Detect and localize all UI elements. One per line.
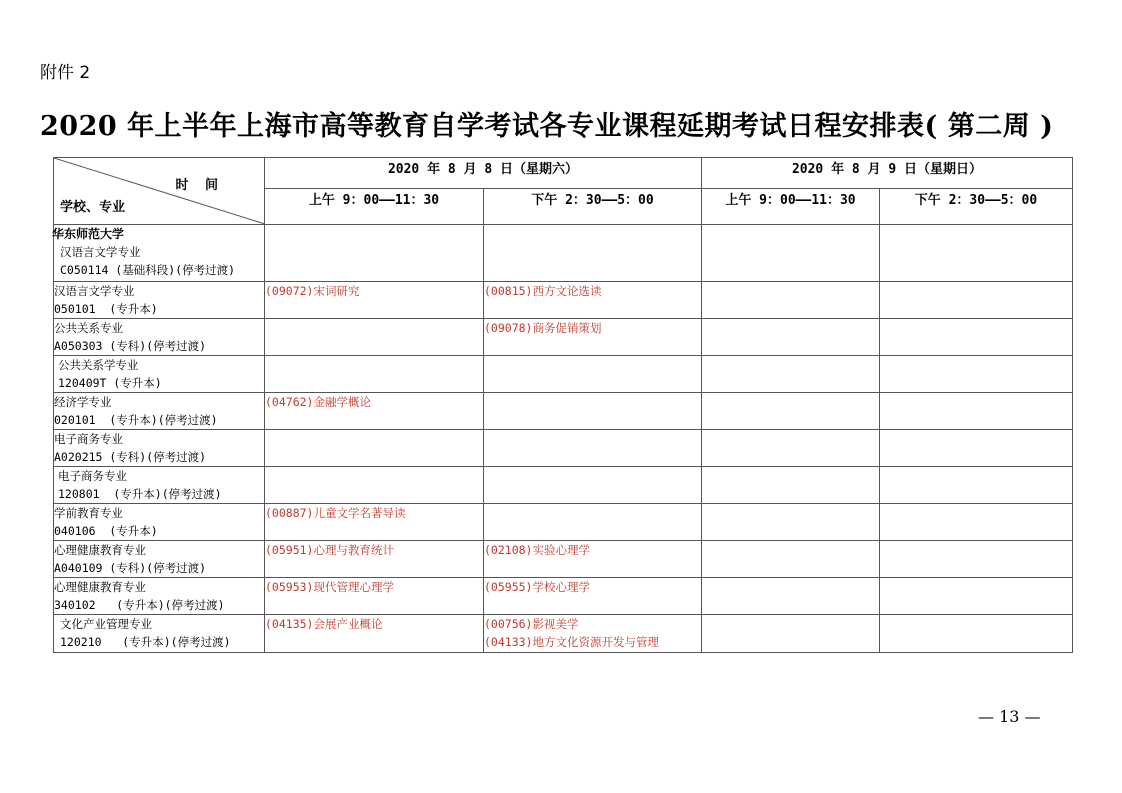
- course-cell-sat-am: [265, 615, 484, 653]
- date-header-sun: 2020 年 8 月 9 日（星期日）: [702, 158, 1073, 189]
- course-cell-sat-am: [265, 578, 484, 615]
- course-cell-sat-pm: [484, 356, 702, 393]
- course-cell-sun-am: [702, 225, 880, 282]
- course-cell-sat-am: [265, 225, 484, 282]
- major-cell: [54, 615, 265, 653]
- major-code: A020215 (专科)(停考过渡): [54, 450, 207, 464]
- slot-header-sun-pm: 下午 2：30——5：00: [880, 189, 1073, 225]
- major-name: 公共关系学专业: [58, 358, 139, 372]
- major-name: 文化产业管理专业: [60, 617, 152, 631]
- course-cell-sun-pm: [880, 615, 1073, 653]
- major-name: 公共关系专业: [54, 321, 123, 335]
- course-cell-sun-pm: [880, 225, 1073, 282]
- major-cell: [54, 282, 265, 319]
- course-cell-sat-pm: [484, 615, 702, 653]
- course-cell-sat-am: [265, 393, 484, 430]
- course-cell-sat-am: [265, 430, 484, 467]
- major-name: 电子商务专业: [54, 432, 123, 446]
- major-code: 050101 (专升本): [54, 302, 158, 316]
- course-cell-sun-am: [702, 430, 880, 467]
- course-cell-sat-pm: [484, 393, 702, 430]
- course-cell-sun-am: [702, 282, 880, 319]
- course-entry: (00756)影视美学: [484, 617, 579, 631]
- slot-header-sat-am: 上午 9：00——11：30: [265, 189, 484, 225]
- course-cell-sat-am: [265, 319, 484, 356]
- course-cell-sun-am: [702, 393, 880, 430]
- university-name: 华东师范大学: [52, 227, 125, 241]
- table-row: [54, 541, 1073, 578]
- major-name: 学前教育专业: [54, 506, 123, 520]
- major-cell: [54, 541, 265, 578]
- course-cell-sun-am: [702, 319, 880, 356]
- major-cell: [54, 393, 265, 430]
- table-row: [54, 282, 1073, 319]
- course-cell-sun-am: [702, 541, 880, 578]
- course-cell-sat-am: [265, 541, 484, 578]
- header-time-label: 时 间: [175, 178, 224, 193]
- major-code: 120210 (专升本)(停考过渡): [60, 635, 231, 649]
- major-cell: [54, 578, 265, 615]
- course-cell-sat-pm: [484, 282, 702, 319]
- header-corner-cell: [54, 158, 265, 225]
- major-name: 心理健康教育专业: [54, 580, 146, 594]
- course-cell-sun-pm: [880, 504, 1073, 541]
- table-row: [54, 467, 1073, 504]
- table-row: [54, 225, 1073, 282]
- major-code: 340102 (专升本)(停考过渡): [54, 598, 225, 612]
- course-cell-sat-am: [265, 282, 484, 319]
- date-header-sat: 2020 年 8 月 8 日（星期六）: [265, 158, 702, 189]
- course-cell-sat-pm: [484, 541, 702, 578]
- major-code: 040106 (专升本): [54, 524, 158, 538]
- major-cell: [54, 356, 265, 393]
- major-cell: [54, 467, 265, 504]
- course-cell-sun-pm: [880, 393, 1073, 430]
- major-cell: [54, 504, 265, 541]
- course-cell-sun-pm: [880, 282, 1073, 319]
- slot-header-sun-am: 上午 9：00——11：30: [702, 189, 880, 225]
- course-entry: (04762)金融学概论: [265, 395, 371, 409]
- course-entry: (04133)地方文化资源开发与管理: [484, 635, 659, 649]
- course-entry: (02108)实验心理学: [484, 543, 590, 557]
- slot-header-sat-pm: 下午 2：30——5：00: [484, 189, 702, 225]
- course-entry: (09078)商务促销策划: [484, 321, 602, 335]
- course-cell-sun-pm: [880, 430, 1073, 467]
- major-cell: [54, 319, 265, 356]
- course-cell-sun-pm: [880, 467, 1073, 504]
- schedule-body: [54, 225, 1073, 653]
- course-cell-sun-am: [702, 615, 880, 653]
- major-name: 汉语言文学专业: [54, 284, 135, 298]
- major-cell: [54, 225, 265, 282]
- table-row: [54, 504, 1073, 541]
- course-entry: (09072)宋词研究: [265, 284, 360, 298]
- table-row: [54, 430, 1073, 467]
- table-row: [54, 356, 1073, 393]
- course-cell-sun-am: [702, 504, 880, 541]
- course-entry: (05955)学校心理学: [484, 580, 590, 594]
- course-cell-sat-am: [265, 504, 484, 541]
- major-name: 汉语言文学专业: [60, 245, 141, 259]
- course-cell-sat-am: [265, 356, 484, 393]
- table-row: [54, 578, 1073, 615]
- course-cell-sun-pm: [880, 578, 1073, 615]
- major-name: 电子商务专业: [58, 469, 127, 483]
- course-cell-sat-pm: [484, 430, 702, 467]
- course-cell-sun-pm: [880, 541, 1073, 578]
- major-cell: [54, 430, 265, 467]
- course-cell-sun-pm: [880, 319, 1073, 356]
- course-entry: (05953)现代管理心理学: [265, 580, 394, 594]
- table-row: [54, 319, 1073, 356]
- course-cell-sat-pm: [484, 578, 702, 615]
- course-cell-sat-am: [265, 467, 484, 504]
- major-code: A050303 (专科)(停考过渡): [54, 339, 207, 353]
- course-cell-sat-pm: [484, 225, 702, 282]
- page-number: — 13 —: [978, 707, 1041, 726]
- course-cell-sat-pm: [484, 504, 702, 541]
- course-cell-sun-am: [702, 467, 880, 504]
- major-name: 经济学专业: [54, 395, 112, 409]
- exam-schedule-table: [53, 157, 1073, 653]
- course-cell-sat-pm: [484, 319, 702, 356]
- table-row: [54, 393, 1073, 430]
- header-school-label: 学校、专业: [60, 200, 126, 215]
- major-code: C050114 (基础科段)(停考过渡): [60, 263, 236, 277]
- course-cell-sun-am: [702, 578, 880, 615]
- major-name: 心理健康教育专业: [54, 543, 146, 557]
- major-code: 020101 (专升本)(停考过渡): [54, 413, 218, 427]
- course-entry: (00815)西方文论选读: [484, 284, 602, 298]
- course-cell-sun-pm: [880, 356, 1073, 393]
- major-code: 120409T (专升本): [58, 376, 162, 390]
- course-entry: (05951)心理与教育统计: [265, 543, 394, 557]
- course-cell-sun-am: [702, 356, 880, 393]
- page-title: 2020 年上半年上海市高等教育自学考试各专业课程延期考试日程安排表( 第二周 ): [40, 111, 1054, 142]
- course-entry: (00887)儿童文学名著导读: [265, 506, 406, 520]
- table-row: [54, 615, 1073, 653]
- major-code: A040109 (专科)(停考过渡): [54, 561, 207, 575]
- course-cell-sat-pm: [484, 467, 702, 504]
- course-entry: (04135)会展产业概论: [265, 617, 383, 631]
- major-code: 120801 (专升本)(停考过渡): [58, 487, 222, 501]
- attachment-label: 附件 2: [40, 63, 91, 83]
